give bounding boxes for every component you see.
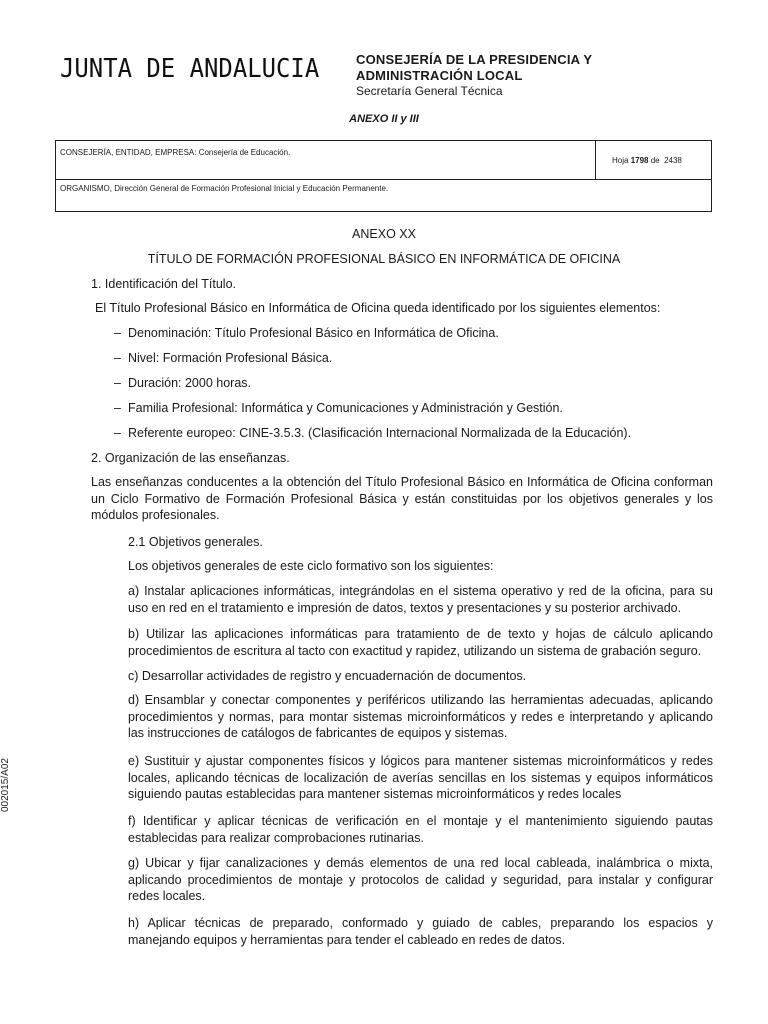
hoja-number: 1798 (630, 156, 649, 165)
list-item: – Denominación: Título Profesional Básico en Informática de Oficina. (128, 325, 499, 342)
secretaria-line: Secretaría General Técnica (356, 84, 503, 98)
form-header-box (55, 140, 712, 212)
objective-line: b) Utilizar las aplicaciones informáticas para tratamiento de de texto y hojas de cálculo aplicando (128, 627, 713, 641)
list-item: – Referente europeo: CINE-3.5.3. (Clasificación Internacional Normalizada de la Educación). (128, 425, 631, 442)
objective-line: procedimientos de escritura al tacto con exactitud y rapidez, utilizando un sistema de grabación seguro. (128, 643, 702, 658)
objective-line: c) Desarrollar actividades de registro y encuadernación de documentos. (128, 669, 527, 683)
objective-line: g) Ubicar y fijar canalizaciones y demás elementos de una red local cableada, inalámbrica o mixta, (128, 856, 713, 870)
hoja-counter (612, 156, 682, 165)
objective-a (128, 583, 713, 616)
hoja-label: Hoja (612, 156, 629, 165)
section-21-intro: Los objetivos generales de este ciclo formativo son los siguientes: (128, 559, 494, 573)
anexo-title: ANEXO XX (352, 227, 416, 241)
objective-h (128, 915, 713, 948)
doc-title: TÍTULO DE FORMACIÓN PROFESIONAL BÁSICO EN INFORMÁTICA DE OFICINA (147, 252, 621, 266)
hoja-total: 2438 (664, 156, 682, 165)
consejeria-line1: CONSEJERÍA DE LA PRESIDENCIA Y (356, 52, 593, 67)
objective-e (128, 753, 713, 803)
objective-g (128, 855, 713, 905)
intro-line: módulos profesionales. (91, 508, 220, 522)
section-21-heading: 2.1 Objetivos generales. (128, 535, 263, 549)
objective-line: aplicando procedimientos de montaje y protocolos de calidad y seguridad, para instalar y configurar (128, 872, 713, 887)
objective-line: siguiendo pautas establecidas para mantener sistemas microinformáticos y redes locales (128, 787, 622, 801)
objective-line: d) Ensamblar y conectar componentes y periféricos utilizando las herramientas adecuadas, aplicando (128, 693, 713, 707)
objective-line: las instrucciones de catálogos de fabricantes de equipos y sistemas. (128, 726, 508, 740)
entidad-field: CONSEJERÍA, ENTIDAD, EMPRESA: Consejería de Educación. (60, 148, 291, 157)
objective-line: a) Instalar aplicaciones informáticas, integrándolas en el sistema operativo y red de la oficina, para su (128, 584, 713, 598)
form-row-entidad (56, 141, 711, 180)
objective-d (128, 692, 713, 742)
junta-logo: JUNTA DE ANDALUCIA (60, 54, 320, 84)
intro-line: Las enseñanzas conducentes a la obtención del Título Profesional Básico en Informática de Oficina conforman (91, 475, 713, 489)
list-item: – Nivel: Formación Profesional Básica. (128, 350, 332, 367)
objective-line: uso en red en el tratamiento e impresión de datos, textos y presentaciones y su posterior archivado. (128, 600, 682, 615)
side-document-code: 002015/A02 (0, 758, 11, 812)
objective-f (128, 813, 713, 846)
section-1-intro: El Título Profesional Básico en Informática de Oficina queda identificado por los siguientes elementos: (95, 301, 661, 315)
organismo-field: ORGANISMO, Dirección General de Formación Profesional Inicial y Educación Permanente. (60, 184, 389, 193)
section-2-intro (91, 474, 713, 524)
list-item: – Duración: 2000 horas. (128, 375, 251, 392)
intro-line: un Ciclo Formativo de Formación Profesional Básica y están constituidas por los objetivos generales y los (91, 491, 713, 506)
objective-line: h) Aplicar técnicas de preparado, conformado y guiado de cables, preparando los espacios y (128, 916, 713, 930)
consejeria-header (356, 52, 656, 99)
objective-line: locales, aplicando técnicas de localización de averías sencillas en los sistemas y equipos informáticos (128, 770, 713, 785)
consejeria-line2: ADMINISTRACIÓN LOCAL (356, 68, 523, 83)
objective-b (128, 626, 713, 659)
objective-line: e) Sustituir y ajustar componentes físicos y lógicos para mantener sistemas microinformáticos y redes (128, 754, 713, 768)
objective-c (128, 668, 713, 685)
objective-line: f) Identificar y aplicar técnicas de verificación en el montaje y el mantenimiento siguiendo pautas (128, 814, 713, 828)
objective-line: redes locales. (128, 889, 206, 903)
hoja-de: de (650, 156, 660, 165)
list-item: – Familia Profesional: Informática y Comunicaciones y Administración y Gestión. (128, 400, 563, 417)
objective-line: manejando equipos y herramientas para tender el cableado en redes de datos. (128, 932, 566, 947)
box-divider (595, 141, 596, 179)
section-1-heading: 1. Identificación del Título. (91, 277, 236, 291)
section-2-heading: 2. Organización de las enseñanzas. (91, 451, 290, 465)
objective-line: establecidas para realizar comprobaciones rutinarias. (128, 830, 424, 845)
anexo-header: ANEXO II y III (349, 113, 419, 125)
objective-line: procedimientos y normas, para montar sistemas microinformáticos y redes e interpretando y aplicando (128, 709, 713, 724)
